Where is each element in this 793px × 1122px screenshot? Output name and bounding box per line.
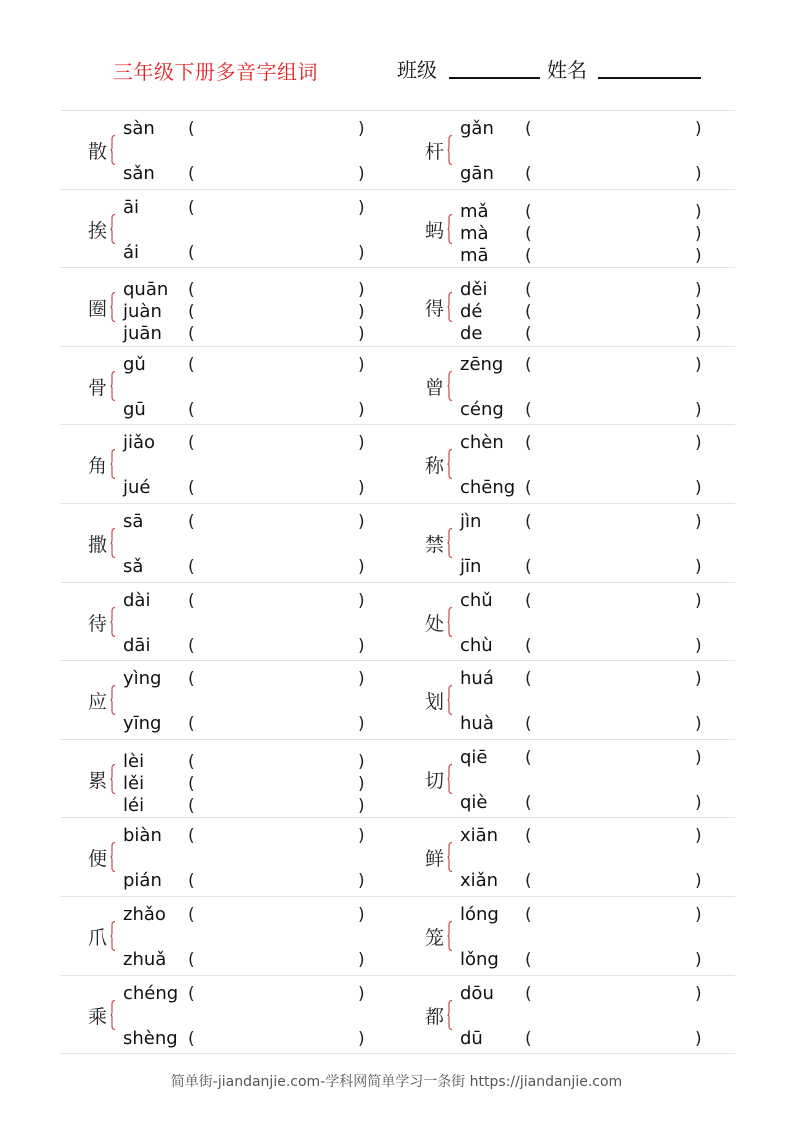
polyphone-entry — [60, 583, 397, 661]
hanzi-character: 得 — [425, 298, 445, 321]
pinyin-reading: gān — [460, 163, 494, 184]
answer-blank-open[interactable]: ( — [188, 242, 195, 263]
answer-blank-close[interactable]: ) — [695, 245, 702, 266]
pinyin-reading: dū — [460, 1027, 483, 1049]
table-row — [60, 817, 735, 896]
answer-blank-open[interactable]: ( — [188, 324, 195, 345]
hanzi-character: 蚂 — [425, 219, 445, 242]
answer-blank-close[interactable]: ) — [358, 197, 365, 218]
answer-blank-close[interactable]: ) — [358, 478, 365, 499]
polyphone-entry — [60, 190, 397, 268]
curly-brace-icon — [110, 135, 116, 165]
answer-blank-close[interactable]: ) — [695, 904, 702, 925]
pinyin-reading: biàn — [123, 825, 162, 847]
pinyin-reading: huá — [460, 668, 494, 690]
answer-blank-close[interactable]: ) — [695, 635, 702, 656]
curly-brace-icon — [110, 607, 116, 637]
table-row — [60, 267, 735, 346]
answer-blank-open[interactable]: ( — [188, 354, 195, 375]
answer-blank-open[interactable]: ( — [525, 590, 532, 611]
name-label: 姓名 — [547, 58, 587, 82]
polyphone-entry — [397, 976, 734, 1054]
answer-blank-close[interactable]: ) — [358, 751, 365, 772]
answer-blank-open[interactable]: ( — [188, 119, 195, 139]
answer-blank-open[interactable]: ( — [188, 983, 195, 1004]
pinyin-reading: dé — [460, 301, 483, 323]
pinyin-reading: ái — [123, 241, 140, 263]
answer-blank-close[interactable]: ) — [358, 949, 365, 970]
answer-blank-open[interactable]: ( — [188, 197, 195, 218]
polyphone-entry — [397, 740, 734, 818]
answer-blank-close[interactable]: ) — [695, 669, 702, 690]
hanzi-character: 便 — [88, 848, 108, 871]
answer-blank-close[interactable]: ) — [695, 119, 702, 139]
polyphone-entry — [397, 190, 734, 268]
answer-blank-close[interactable]: ) — [695, 280, 702, 301]
polyphone-entry — [397, 818, 734, 896]
pinyin-reading: děi — [460, 279, 488, 301]
table-row — [60, 189, 735, 268]
pinyin-reading: xiān — [460, 825, 499, 847]
answer-blank-close[interactable]: ) — [695, 983, 702, 1004]
pinyin-reading: lěi — [123, 772, 145, 794]
answer-blank-close[interactable]: ) — [695, 714, 702, 735]
answer-blank-open[interactable]: ( — [525, 201, 532, 222]
answer-blank-close[interactable]: ) — [695, 302, 702, 323]
pinyin-reading: jué — [123, 477, 151, 499]
answer-blank-open[interactable]: ( — [188, 826, 195, 847]
pinyin-reading: lóng — [460, 903, 499, 925]
answer-blank-close[interactable]: ) — [358, 164, 365, 184]
answer-blank-close[interactable]: ) — [695, 324, 702, 345]
answer-blank-close[interactable]: ) — [695, 747, 702, 768]
pinyin-reading: sǎn — [123, 163, 155, 184]
answer-blank-close[interactable]: ) — [695, 223, 702, 244]
answer-blank-close[interactable]: ) — [358, 511, 365, 532]
answer-blank-open[interactable]: ( — [525, 714, 532, 735]
answer-blank-close[interactable]: ) — [695, 164, 702, 184]
answer-blank-close[interactable]: ) — [358, 773, 365, 794]
pinyin-reading: chéng — [123, 982, 179, 1004]
answer-blank-open[interactable]: ( — [188, 590, 195, 611]
hanzi-character: 爪 — [88, 926, 108, 949]
answer-blank-open[interactable]: ( — [525, 826, 532, 847]
polyphone-entry — [60, 897, 397, 975]
class-input-line[interactable] — [449, 77, 540, 79]
hanzi-character: 笼 — [425, 926, 445, 949]
pinyin-reading: mā — [460, 244, 489, 266]
polyphone-entry — [60, 976, 397, 1054]
table-row — [60, 346, 735, 425]
answer-blank-open[interactable]: ( — [525, 478, 532, 499]
curly-brace-icon — [447, 449, 453, 479]
answer-blank-open[interactable]: ( — [525, 635, 532, 656]
hanzi-character: 骨 — [88, 376, 108, 399]
pinyin-reading: jīn — [460, 555, 482, 577]
curly-brace-icon — [110, 685, 116, 715]
answer-blank-close[interactable]: ) — [358, 556, 365, 577]
answer-blank-open[interactable]: ( — [525, 983, 532, 1004]
hanzi-character: 累 — [88, 769, 108, 792]
answer-blank-open[interactable]: ( — [525, 949, 532, 970]
answer-blank-open[interactable]: ( — [525, 1028, 532, 1049]
answer-blank-open[interactable]: ( — [525, 871, 532, 892]
answer-blank-open[interactable]: ( — [525, 280, 532, 301]
pinyin-reading: qiè — [460, 791, 488, 813]
hanzi-character: 处 — [425, 612, 445, 635]
curly-brace-icon — [447, 292, 453, 322]
answer-blank-open[interactable]: ( — [188, 773, 195, 794]
pinyin-reading: chǔ — [460, 589, 493, 611]
answer-blank-close[interactable]: ) — [358, 302, 365, 323]
answer-blank-open[interactable]: ( — [188, 556, 195, 577]
answer-blank-open[interactable]: ( — [188, 669, 195, 690]
table-row — [60, 503, 735, 582]
hanzi-character: 乘 — [88, 1005, 108, 1028]
class-label: 班级 — [397, 58, 437, 82]
pinyin-reading: xiǎn — [460, 870, 499, 892]
answer-blank-open[interactable]: ( — [188, 795, 195, 816]
polyphone-grid — [60, 110, 735, 1054]
hanzi-character: 划 — [425, 691, 445, 714]
polyphone-entry — [60, 504, 397, 582]
answer-blank-close[interactable]: ) — [695, 871, 702, 892]
polyphone-entry — [60, 347, 397, 425]
hanzi-character: 鲜 — [425, 848, 445, 871]
curly-brace-icon — [110, 292, 116, 322]
worksheet-title: 三年级下册多音字组词 — [113, 60, 318, 84]
answer-blank-open[interactable]: ( — [188, 164, 195, 184]
pinyin-reading: jiǎo — [123, 432, 156, 454]
pinyin-reading: zhǎo — [123, 903, 166, 925]
curly-brace-icon — [110, 1000, 116, 1030]
answer-blank-close[interactable]: ) — [358, 242, 365, 263]
hanzi-character: 撒 — [88, 533, 108, 556]
pinyin-reading: mǎ — [460, 200, 489, 222]
answer-blank-close[interactable]: ) — [358, 354, 365, 375]
answer-blank-close[interactable]: ) — [695, 354, 702, 375]
hanzi-character: 挨 — [88, 219, 108, 242]
answer-blank-open[interactable]: ( — [188, 871, 195, 892]
pinyin-reading: de — [460, 323, 483, 345]
answer-blank-open[interactable]: ( — [188, 904, 195, 925]
curly-brace-icon — [110, 921, 116, 951]
table-row — [60, 110, 735, 189]
hanzi-character: 角 — [88, 455, 108, 478]
curly-brace-icon — [110, 371, 116, 401]
answer-blank-close[interactable]: ) — [358, 433, 365, 454]
answer-blank-close[interactable]: ) — [695, 1028, 702, 1049]
answer-blank-open[interactable]: ( — [525, 792, 532, 813]
pinyin-reading: mà — [460, 222, 489, 244]
curly-brace-icon — [110, 214, 116, 244]
answer-blank-close[interactable]: ) — [695, 478, 702, 499]
answer-blank-close[interactable]: ) — [695, 826, 702, 847]
answer-blank-open[interactable]: ( — [525, 511, 532, 532]
pinyin-reading: qiē — [460, 746, 488, 768]
curly-brace-icon — [110, 449, 116, 479]
polyphone-entry — [60, 740, 397, 818]
answer-blank-open[interactable]: ( — [188, 511, 195, 532]
answer-blank-open[interactable]: ( — [525, 119, 532, 139]
hanzi-character: 曾 — [425, 376, 445, 399]
pinyin-reading: gǔ — [123, 353, 146, 375]
pinyin-reading: āi — [123, 196, 140, 218]
pinyin-reading: shèng — [123, 1027, 178, 1049]
answer-blank-open[interactable]: ( — [525, 747, 532, 768]
answer-blank-open[interactable]: ( — [525, 669, 532, 690]
answer-blank-open[interactable]: ( — [188, 399, 195, 420]
pinyin-reading: juàn — [123, 301, 162, 323]
hanzi-character: 禁 — [425, 533, 445, 556]
curly-brace-icon — [110, 842, 116, 872]
pinyin-reading: lèi — [123, 750, 145, 772]
answer-blank-close[interactable]: ) — [695, 590, 702, 611]
answer-blank-close[interactable]: ) — [695, 433, 702, 454]
curly-brace-icon — [447, 607, 453, 637]
pinyin-reading: lǒng — [460, 948, 499, 970]
pinyin-reading: sā — [123, 510, 144, 532]
pinyin-reading: pián — [123, 870, 162, 892]
answer-blank-open[interactable]: ( — [188, 478, 195, 499]
answer-blank-close[interactable]: ) — [358, 324, 365, 345]
answer-blank-open[interactable]: ( — [188, 949, 195, 970]
table-row — [60, 896, 735, 975]
curly-brace-icon — [110, 764, 116, 794]
answer-blank-close[interactable]: ) — [358, 635, 365, 656]
answer-blank-close[interactable]: ) — [358, 714, 365, 735]
table-row — [60, 424, 735, 503]
polyphone-entry — [60, 818, 397, 896]
answer-blank-open[interactable]: ( — [525, 354, 532, 375]
pinyin-reading: chèn — [460, 432, 504, 454]
pinyin-reading: dài — [123, 589, 151, 611]
curly-brace-icon — [447, 921, 453, 951]
worksheet-header — [0, 52, 793, 88]
answer-blank-open[interactable]: ( — [525, 245, 532, 266]
answer-blank-open[interactable]: ( — [525, 324, 532, 345]
answer-blank-open[interactable]: ( — [188, 751, 195, 772]
name-input-line[interactable] — [598, 77, 701, 79]
answer-blank-close[interactable]: ) — [358, 669, 365, 690]
answer-blank-open[interactable]: ( — [525, 556, 532, 577]
curly-brace-icon — [447, 1000, 453, 1030]
answer-blank-close[interactable]: ) — [358, 983, 365, 1004]
answer-blank-open[interactable]: ( — [525, 223, 532, 244]
polyphone-entry — [397, 268, 734, 346]
pinyin-reading: céng — [460, 398, 504, 420]
polyphone-entry — [60, 661, 397, 739]
curly-brace-icon — [447, 371, 453, 401]
polyphone-entry — [397, 347, 734, 425]
answer-blank-open[interactable]: ( — [188, 302, 195, 323]
answer-blank-open[interactable]: ( — [525, 433, 532, 454]
answer-blank-close[interactable]: ) — [695, 792, 702, 813]
curly-brace-icon — [447, 135, 453, 165]
answer-blank-close[interactable]: ) — [358, 280, 365, 301]
polyphone-entry — [397, 504, 734, 582]
hanzi-character: 杆 — [425, 141, 445, 163]
pinyin-reading: léi — [123, 794, 145, 816]
curly-brace-icon — [447, 842, 453, 872]
footer-watermark: 简单街-jiandanjie.com-学科网简单学习一条街 https://jiandanjie.com — [170, 1074, 623, 1090]
pinyin-reading: jìn — [460, 510, 482, 532]
table-row — [60, 582, 735, 661]
polyphone-entry — [60, 111, 397, 189]
answer-blank-close[interactable]: ) — [358, 826, 365, 847]
answer-blank-close[interactable]: ) — [358, 1028, 365, 1049]
pinyin-reading: gū — [123, 398, 146, 420]
polyphone-entry — [397, 661, 734, 739]
table-row — [60, 975, 735, 1055]
answer-blank-open[interactable]: ( — [525, 164, 532, 184]
answer-blank-open[interactable]: ( — [188, 1028, 195, 1049]
table-row — [60, 739, 735, 818]
answer-blank-close[interactable]: ) — [695, 556, 702, 577]
polyphone-entry — [397, 583, 734, 661]
pinyin-reading: dāi — [123, 634, 151, 656]
hanzi-character: 散 — [88, 141, 108, 163]
polyphone-entry — [397, 897, 734, 975]
pinyin-reading: zēng — [460, 353, 504, 375]
curly-brace-icon — [447, 528, 453, 558]
polyphone-entry — [397, 425, 734, 503]
answer-blank-open[interactable]: ( — [525, 302, 532, 323]
pinyin-reading: sǎ — [123, 555, 144, 577]
answer-blank-open[interactable]: ( — [525, 904, 532, 925]
pinyin-reading: sàn — [123, 118, 155, 139]
pinyin-reading: zhuǎ — [123, 948, 167, 970]
polyphone-entry — [60, 425, 397, 503]
answer-blank-open[interactable]: ( — [188, 280, 195, 301]
polyphone-entry — [60, 268, 397, 346]
pinyin-reading: chēng — [460, 477, 516, 499]
answer-blank-open[interactable]: ( — [188, 433, 195, 454]
curly-brace-icon — [447, 685, 453, 715]
pinyin-reading: gǎn — [460, 118, 494, 139]
hanzi-character: 都 — [425, 1005, 445, 1028]
answer-blank-open[interactable]: ( — [188, 635, 195, 656]
answer-blank-close[interactable]: ) — [358, 904, 365, 925]
pinyin-reading: yìng — [123, 668, 162, 690]
pinyin-reading: quān — [123, 279, 169, 301]
answer-blank-close[interactable]: ) — [695, 511, 702, 532]
polyphone-entry — [397, 111, 734, 189]
hanzi-character: 切 — [425, 769, 445, 792]
answer-blank-close[interactable]: ) — [358, 399, 365, 420]
curly-brace-icon — [447, 214, 453, 244]
pinyin-reading: juān — [123, 323, 162, 345]
answer-blank-open[interactable]: ( — [525, 399, 532, 420]
answer-blank-open[interactable]: ( — [188, 714, 195, 735]
hanzi-character: 应 — [88, 691, 108, 714]
answer-blank-close[interactable]: ) — [358, 871, 365, 892]
answer-blank-close[interactable]: ) — [358, 590, 365, 611]
curly-brace-icon — [110, 528, 116, 558]
answer-blank-close[interactable]: ) — [695, 399, 702, 420]
answer-blank-close[interactable]: ) — [695, 201, 702, 222]
curly-brace-icon — [447, 764, 453, 794]
pinyin-reading: yīng — [123, 713, 162, 735]
table-row — [60, 660, 735, 739]
hanzi-character: 称 — [425, 455, 445, 478]
answer-blank-close[interactable]: ) — [695, 949, 702, 970]
hanzi-character: 圈 — [88, 298, 108, 321]
answer-blank-close[interactable]: ) — [358, 795, 365, 816]
pinyin-reading: huà — [460, 713, 494, 735]
pinyin-reading: dōu — [460, 982, 494, 1004]
pinyin-reading: chù — [460, 634, 493, 656]
answer-blank-close[interactable]: ) — [358, 119, 365, 139]
hanzi-character: 待 — [88, 612, 108, 635]
